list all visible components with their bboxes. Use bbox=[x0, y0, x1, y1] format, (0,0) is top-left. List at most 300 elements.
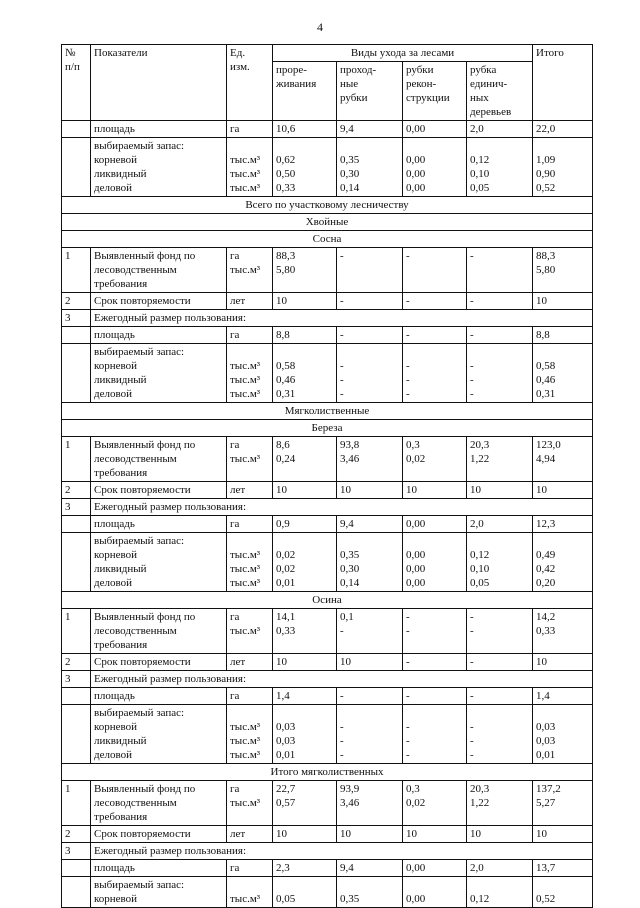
row-unit bbox=[227, 705, 273, 764]
row-label bbox=[91, 877, 227, 908]
row-unit-line: тыс.м³ bbox=[230, 360, 261, 372]
header-unit bbox=[227, 45, 273, 121]
table-row bbox=[62, 121, 593, 138]
row-total-line: 123,0 bbox=[536, 439, 561, 451]
row-v3-line: 0,00 bbox=[406, 518, 426, 530]
row-label-line: площадь bbox=[94, 329, 135, 341]
table-row bbox=[62, 688, 593, 705]
row-unit bbox=[227, 293, 273, 310]
row-unit-line bbox=[230, 706, 269, 720]
row-total bbox=[533, 688, 593, 705]
row-v2-line: - bbox=[340, 735, 344, 747]
header-type-thinning bbox=[273, 62, 337, 121]
header-types-title: Виды ухода за лесами bbox=[273, 45, 533, 62]
row-v3-line: 10 bbox=[406, 484, 417, 496]
row-v2-line: 93,9 bbox=[340, 783, 360, 795]
row-v3-line: 0,00 bbox=[406, 182, 426, 194]
row-total-line: 88,3 bbox=[536, 250, 556, 262]
header-indicators: Показатели bbox=[91, 45, 227, 121]
row-v1 bbox=[273, 327, 337, 344]
row-v2-line: 0,14 bbox=[340, 577, 360, 589]
row-v3-line: 0,00 bbox=[406, 168, 426, 180]
row-label bbox=[91, 826, 227, 843]
row-v3 bbox=[403, 482, 467, 499]
table-body bbox=[62, 121, 593, 908]
row-v2-line: 0,35 bbox=[340, 549, 360, 561]
row-v1-line: 0,03 bbox=[276, 735, 296, 747]
row-unit bbox=[227, 437, 273, 482]
row-label-line: Срок повторяемости bbox=[94, 656, 191, 668]
header-type-line: ные bbox=[340, 78, 359, 90]
row-label-line: лесоводственным bbox=[94, 264, 177, 276]
header-type-reconstruction bbox=[403, 62, 467, 121]
row-label bbox=[91, 781, 227, 826]
row-v2 bbox=[337, 482, 403, 499]
row-v4-line: - bbox=[470, 735, 474, 747]
table-row bbox=[62, 138, 593, 197]
row-v4-line: - bbox=[470, 250, 474, 262]
row-v1 bbox=[273, 344, 337, 403]
row-v2 bbox=[337, 877, 403, 908]
row-v1 bbox=[273, 138, 337, 197]
table-row bbox=[62, 482, 593, 499]
row-unit bbox=[227, 327, 273, 344]
row-total-line: 4,94 bbox=[536, 453, 556, 465]
row-total-line: 14,2 bbox=[536, 611, 556, 623]
row-num: 3 bbox=[62, 671, 91, 688]
row-v4 bbox=[467, 437, 533, 482]
row-label bbox=[91, 327, 227, 344]
row-v3-line: 0,00 bbox=[406, 862, 426, 874]
row-label bbox=[91, 248, 227, 293]
row-v1-line: 0,05 bbox=[276, 893, 296, 905]
row-total-line bbox=[536, 139, 589, 153]
row-v3-line: - bbox=[406, 295, 410, 307]
table-row bbox=[62, 609, 593, 654]
row-v3 bbox=[403, 654, 467, 671]
row-label-line: корневой bbox=[94, 721, 138, 733]
table-row bbox=[62, 860, 593, 877]
row-num bbox=[62, 860, 91, 877]
annual-usage-title: Ежегодный размер пользования: bbox=[91, 499, 593, 516]
header-type-line: рекон- bbox=[406, 78, 437, 90]
row-label bbox=[91, 482, 227, 499]
row-label-line: корневой bbox=[94, 360, 138, 372]
row-v2-line: 10 bbox=[340, 656, 351, 668]
row-total-line: 0,33 bbox=[536, 625, 556, 637]
row-v2-line: 9,4 bbox=[340, 518, 354, 530]
row-label-line: деловой bbox=[94, 749, 132, 761]
row-total-line: 0,31 bbox=[536, 388, 556, 400]
row-label-line: ликвидный bbox=[94, 374, 147, 386]
row-total-line: 5,27 bbox=[536, 797, 556, 809]
row-v3 bbox=[403, 121, 467, 138]
row-v3-line: 0,02 bbox=[406, 797, 426, 809]
row-total bbox=[533, 248, 593, 293]
row-v2-line: - bbox=[340, 295, 344, 307]
row-v2-line: - bbox=[340, 360, 344, 372]
row-v1-line: 0,02 bbox=[276, 549, 296, 561]
row-total bbox=[533, 533, 593, 592]
row-v4 bbox=[467, 327, 533, 344]
row-v3-line bbox=[406, 534, 463, 548]
row-v1 bbox=[273, 121, 337, 138]
row-total-line: 10 bbox=[536, 656, 548, 668]
row-total bbox=[533, 121, 593, 138]
row-total-line: 0,52 bbox=[536, 893, 556, 905]
row-v2-line: - bbox=[340, 690, 344, 702]
row-v4-line: 2,0 bbox=[470, 862, 484, 874]
row-total bbox=[533, 860, 593, 877]
row-unit-line: га bbox=[230, 518, 240, 530]
row-v3-line: - bbox=[406, 721, 410, 733]
header-type-line: ных bbox=[470, 92, 489, 104]
row-v3-line: - bbox=[406, 360, 410, 372]
table-row bbox=[62, 654, 593, 671]
row-v2-line: 9,4 bbox=[340, 123, 354, 135]
row-v2-line bbox=[340, 345, 399, 359]
row-label-line: требования bbox=[94, 811, 148, 823]
row-num bbox=[62, 327, 91, 344]
row-total-line bbox=[536, 878, 589, 892]
table-row bbox=[62, 293, 593, 310]
row-label bbox=[91, 654, 227, 671]
row-label-line: площадь bbox=[94, 862, 135, 874]
row-v4-line: - bbox=[470, 690, 474, 702]
row-v2 bbox=[337, 121, 403, 138]
row-unit-line: тыс.м³ bbox=[230, 625, 261, 637]
row-num bbox=[62, 688, 91, 705]
table-row bbox=[62, 516, 593, 533]
row-v2-line bbox=[340, 534, 399, 548]
row-label-line: требования bbox=[94, 467, 148, 479]
row-unit-line: лет bbox=[230, 484, 246, 496]
row-unit-line: лет bbox=[230, 656, 246, 668]
table-row bbox=[62, 248, 593, 293]
row-total bbox=[533, 705, 593, 764]
row-v3 bbox=[403, 293, 467, 310]
row-v2-line: 0,30 bbox=[340, 563, 360, 575]
row-v4 bbox=[467, 688, 533, 705]
row-v4 bbox=[467, 138, 533, 197]
row-unit-line bbox=[230, 139, 269, 153]
forest-care-table bbox=[61, 44, 593, 908]
row-total-line: 0,46 bbox=[536, 374, 556, 386]
row-unit-line: тыс.м³ bbox=[230, 264, 261, 276]
header-num-line: п/п bbox=[65, 61, 80, 73]
row-v1-line: 22,7 bbox=[276, 783, 296, 795]
row-v4-line: 10 bbox=[470, 484, 481, 496]
section-title: Сосна bbox=[62, 231, 593, 248]
row-v4-line: 20,3 bbox=[470, 783, 490, 795]
row-label-line: выбираемый запас: bbox=[94, 346, 185, 358]
row-label-line: Выявленный фонд по bbox=[94, 439, 196, 451]
row-label bbox=[91, 138, 227, 197]
row-label bbox=[91, 437, 227, 482]
row-v2 bbox=[337, 327, 403, 344]
row-total bbox=[533, 781, 593, 826]
row-unit bbox=[227, 781, 273, 826]
row-v4-line: 0,05 bbox=[470, 577, 490, 589]
row-v2-line: 10 bbox=[340, 484, 351, 496]
row-v2 bbox=[337, 293, 403, 310]
row-label-line: лесоводственным bbox=[94, 625, 177, 637]
row-v3 bbox=[403, 138, 467, 197]
row-total-line: 10 bbox=[536, 484, 548, 496]
row-label-line: Срок повторяемости bbox=[94, 828, 191, 840]
row-v3-line: 0,3 bbox=[406, 439, 420, 451]
row-v4-line: 0,12 bbox=[470, 549, 490, 561]
row-label-line: деловой bbox=[94, 577, 132, 589]
row-v3 bbox=[403, 705, 467, 764]
header-unit-line: Ед. bbox=[230, 47, 246, 59]
row-v3-line: - bbox=[406, 388, 410, 400]
row-v4-line bbox=[470, 706, 529, 720]
row-v1-line: 0,01 bbox=[276, 749, 296, 761]
row-unit bbox=[227, 654, 273, 671]
row-v2-line bbox=[340, 706, 399, 720]
row-total-line: 0,52 bbox=[536, 182, 556, 194]
row-num: 3 bbox=[62, 843, 91, 860]
header-type-line: деревьев bbox=[470, 106, 512, 118]
row-unit bbox=[227, 877, 273, 908]
row-v2-line bbox=[340, 878, 399, 892]
row-total-line: 0,03 bbox=[536, 735, 556, 747]
row-total-line: 8,8 bbox=[536, 329, 550, 341]
row-num bbox=[62, 121, 91, 138]
row-v4-line: 0,10 bbox=[470, 168, 490, 180]
table-row bbox=[62, 843, 593, 860]
section-row bbox=[62, 420, 593, 437]
section-title: Мягколиственные bbox=[62, 403, 593, 420]
row-v1 bbox=[273, 826, 337, 843]
row-v3-line: - bbox=[406, 656, 410, 668]
row-label bbox=[91, 705, 227, 764]
row-label bbox=[91, 344, 227, 403]
row-v2 bbox=[337, 781, 403, 826]
header-type-line: проход- bbox=[340, 64, 377, 76]
row-v4-line: - bbox=[470, 388, 474, 400]
row-num: 2 bbox=[62, 654, 91, 671]
section-row bbox=[62, 592, 593, 609]
table-row bbox=[62, 781, 593, 826]
row-v4-line: 1,22 bbox=[470, 453, 490, 465]
row-label-line: площадь bbox=[94, 123, 135, 135]
annual-usage-title: Ежегодный размер пользования: bbox=[91, 843, 593, 860]
row-v1-line: 0,46 bbox=[276, 374, 296, 386]
row-label-line: требования bbox=[94, 639, 148, 651]
header-type-passage bbox=[337, 62, 403, 121]
header-num bbox=[62, 45, 91, 121]
row-v4 bbox=[467, 533, 533, 592]
row-v4-line: 0,10 bbox=[470, 563, 490, 575]
row-v4-line bbox=[470, 139, 529, 153]
row-v3 bbox=[403, 688, 467, 705]
row-v3-line: 0,00 bbox=[406, 563, 426, 575]
row-v3-line: 0,00 bbox=[406, 154, 426, 166]
row-v4 bbox=[467, 121, 533, 138]
row-total-line: 0,03 bbox=[536, 721, 556, 733]
row-v1 bbox=[273, 688, 337, 705]
header-unit-line: изм. bbox=[230, 61, 250, 73]
row-v3 bbox=[403, 248, 467, 293]
row-unit bbox=[227, 121, 273, 138]
page-number: 4 bbox=[317, 20, 323, 34]
row-v1-line: 10 bbox=[276, 828, 287, 840]
row-unit-line: тыс.м³ bbox=[230, 893, 261, 905]
row-v1-line: 1,4 bbox=[276, 690, 290, 702]
row-unit-line: га bbox=[230, 329, 240, 341]
row-unit bbox=[227, 826, 273, 843]
row-v1 bbox=[273, 516, 337, 533]
row-v1-line bbox=[276, 706, 333, 720]
section-row bbox=[62, 764, 593, 781]
row-v1 bbox=[273, 705, 337, 764]
row-num bbox=[62, 138, 91, 197]
row-v4 bbox=[467, 248, 533, 293]
row-unit bbox=[227, 516, 273, 533]
row-v4-line: 2,0 bbox=[470, 518, 484, 530]
header-type-line: рубки bbox=[406, 64, 434, 76]
row-v1 bbox=[273, 482, 337, 499]
row-total-line: 137,2 bbox=[536, 783, 561, 795]
row-label bbox=[91, 293, 227, 310]
row-label-line: корневой bbox=[94, 549, 138, 561]
row-v1-line bbox=[276, 878, 333, 892]
row-v2-line bbox=[340, 139, 399, 153]
row-num: 1 bbox=[62, 437, 91, 482]
row-v2-line: 93,8 bbox=[340, 439, 360, 451]
row-v1-line: 0,33 bbox=[276, 625, 296, 637]
row-v2-line: 3,46 bbox=[340, 453, 360, 465]
row-v1-line: 0,33 bbox=[276, 182, 296, 194]
row-total-line: 12,3 bbox=[536, 518, 556, 530]
row-v1-line: 88,3 bbox=[276, 250, 296, 262]
row-v4-line: 1,22 bbox=[470, 797, 490, 809]
section-title: Хвойные bbox=[62, 214, 593, 231]
row-total bbox=[533, 344, 593, 403]
row-label bbox=[91, 688, 227, 705]
row-num bbox=[62, 516, 91, 533]
row-unit-line: тыс.м³ bbox=[230, 749, 261, 761]
row-v3-line bbox=[406, 139, 463, 153]
row-v2-line: - bbox=[340, 388, 344, 400]
row-unit bbox=[227, 248, 273, 293]
row-v3-line: 0,3 bbox=[406, 783, 420, 795]
row-unit-line: тыс.м³ bbox=[230, 549, 261, 561]
annual-usage-title: Ежегодный размер пользования: bbox=[91, 671, 593, 688]
row-total-line: 13,7 bbox=[536, 862, 556, 874]
row-v1-line: 14,1 bbox=[276, 611, 296, 623]
row-total bbox=[533, 327, 593, 344]
row-label-line: ликвидный bbox=[94, 168, 147, 180]
row-v3 bbox=[403, 327, 467, 344]
row-v3-line: 0,00 bbox=[406, 123, 426, 135]
row-v2-line: 9,4 bbox=[340, 862, 354, 874]
row-unit-line: га bbox=[230, 690, 240, 702]
row-label-line: ликвидный bbox=[94, 735, 147, 747]
row-v3-line: - bbox=[406, 749, 410, 761]
row-unit bbox=[227, 688, 273, 705]
row-v1-line: 0,31 bbox=[276, 388, 296, 400]
row-v4 bbox=[467, 482, 533, 499]
row-v3-line: 0,00 bbox=[406, 549, 426, 561]
row-label-line: корневой bbox=[94, 893, 138, 905]
row-total-line: 10 bbox=[536, 295, 548, 307]
row-v1 bbox=[273, 437, 337, 482]
header-type-line: рубка bbox=[470, 64, 497, 76]
row-v3-line: 0,00 bbox=[406, 577, 426, 589]
row-unit-line: тыс.м³ bbox=[230, 721, 261, 733]
row-total bbox=[533, 654, 593, 671]
row-unit-line: тыс.м³ bbox=[230, 168, 261, 180]
row-v1-line: 8,6 bbox=[276, 439, 290, 451]
row-total bbox=[533, 877, 593, 908]
row-v4-line: 0,12 bbox=[470, 154, 490, 166]
row-total bbox=[533, 437, 593, 482]
row-v3-line: - bbox=[406, 250, 410, 262]
row-total-line: 0,42 bbox=[536, 563, 556, 575]
row-v2 bbox=[337, 437, 403, 482]
row-v1-line bbox=[276, 345, 333, 359]
row-total bbox=[533, 482, 593, 499]
row-label-line: выбираемый запас: bbox=[94, 707, 185, 719]
row-v2-line: - bbox=[340, 625, 344, 637]
row-unit-line: га bbox=[230, 123, 240, 135]
row-v1-line: 8,8 bbox=[276, 329, 290, 341]
row-v3-line bbox=[406, 345, 463, 359]
row-label bbox=[91, 121, 227, 138]
row-unit bbox=[227, 860, 273, 877]
row-num: 2 bbox=[62, 482, 91, 499]
row-unit bbox=[227, 609, 273, 654]
row-v3 bbox=[403, 877, 467, 908]
row-v4 bbox=[467, 516, 533, 533]
row-num bbox=[62, 877, 91, 908]
row-v2-line: - bbox=[340, 374, 344, 386]
row-num: 2 bbox=[62, 826, 91, 843]
row-total bbox=[533, 826, 593, 843]
row-v3-line: 10 bbox=[406, 828, 417, 840]
header-type-line: струкции bbox=[406, 92, 450, 104]
row-v4-line: 2,0 bbox=[470, 123, 484, 135]
row-v1-line: 0,24 bbox=[276, 453, 296, 465]
section-row bbox=[62, 197, 593, 214]
row-v3 bbox=[403, 516, 467, 533]
section-title: Итого мягколиственных bbox=[62, 764, 593, 781]
row-label-line: выбираемый запас: bbox=[94, 879, 185, 891]
section-title: Береза bbox=[62, 420, 593, 437]
row-v4-line bbox=[470, 534, 529, 548]
row-v4 bbox=[467, 609, 533, 654]
table-row bbox=[62, 327, 593, 344]
row-total-line: 1,09 bbox=[536, 154, 556, 166]
row-v3-line: - bbox=[406, 329, 410, 341]
row-v1-line: 2,3 bbox=[276, 862, 290, 874]
row-total-line: 22,0 bbox=[536, 123, 556, 135]
row-v1-line: 10,6 bbox=[276, 123, 296, 135]
row-v3 bbox=[403, 437, 467, 482]
row-unit-line: тыс.м³ bbox=[230, 388, 261, 400]
row-unit-line: тыс.м³ bbox=[230, 735, 261, 747]
row-v2-line: - bbox=[340, 250, 344, 262]
row-v2 bbox=[337, 248, 403, 293]
row-unit bbox=[227, 533, 273, 592]
header-type-line: живания bbox=[276, 78, 317, 90]
row-v2-line: 0,35 bbox=[340, 893, 360, 905]
row-v3-line bbox=[406, 706, 463, 720]
row-num: 3 bbox=[62, 499, 91, 516]
